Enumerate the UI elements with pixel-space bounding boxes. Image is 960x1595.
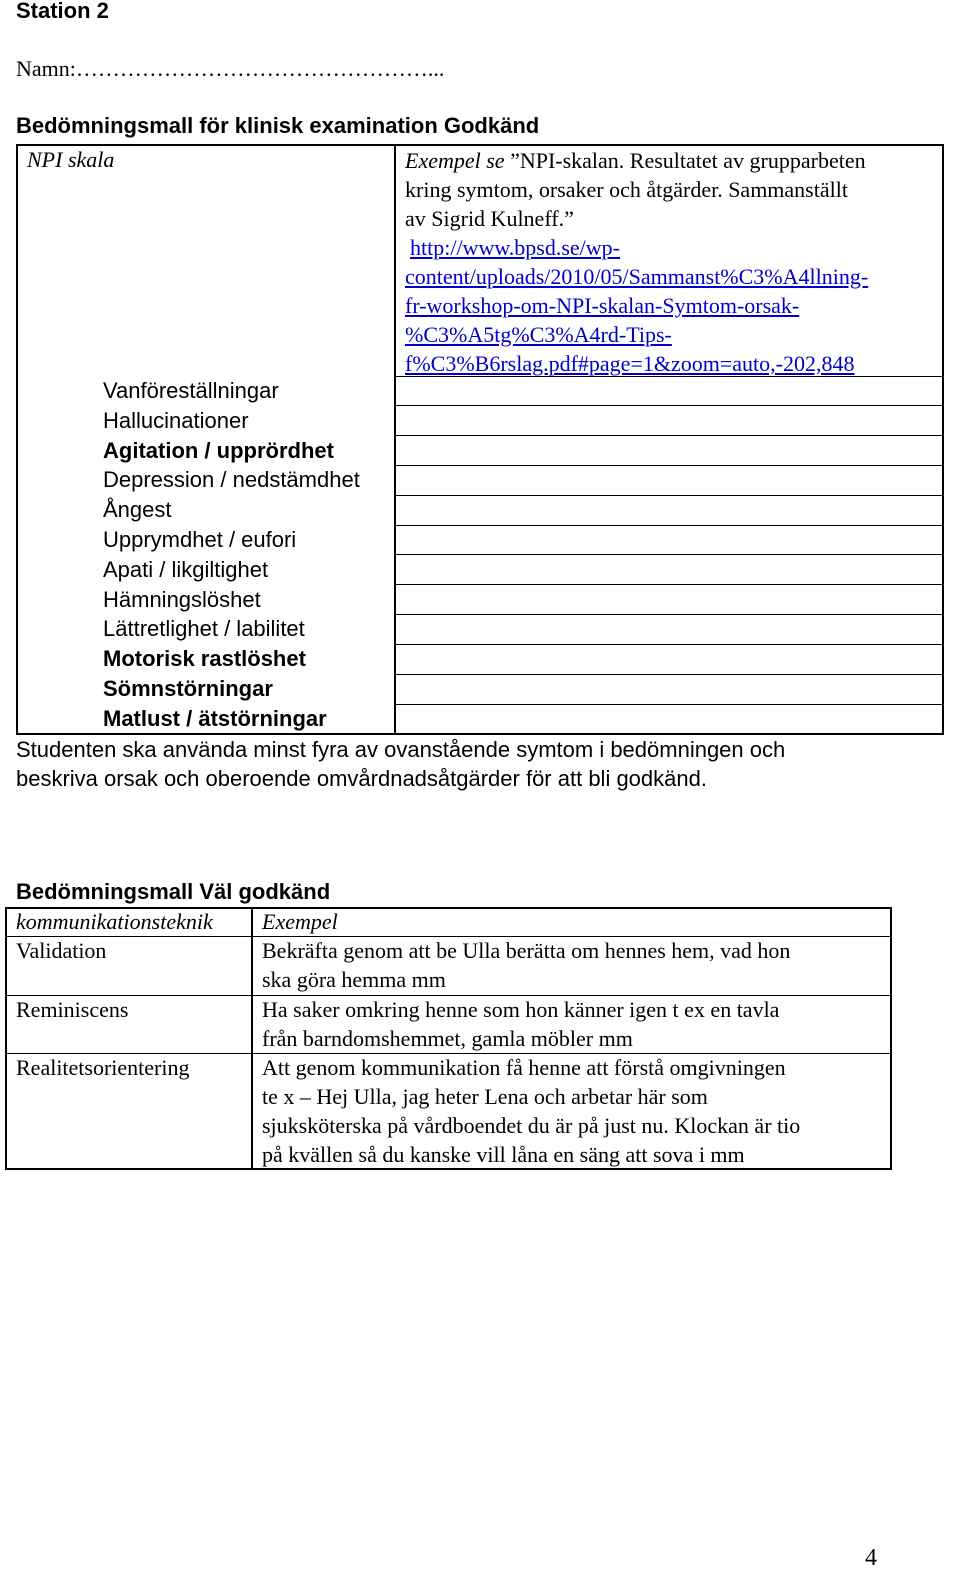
name-field-line: Namn:…………………………………………... xyxy=(16,56,445,81)
symptom-item: Motorisk rastlöshet xyxy=(103,646,306,672)
example-line: sjuksköterska på vårdboendet du är på just nu. Klockan är tio xyxy=(262,1113,801,1138)
reference-link-line-3[interactable]: fr-workshop-om-NPI-skalan-Symtom-orsak- xyxy=(405,293,800,318)
note-line-2: beskriva orsak och oberoende omvårdnadsåtgärder för att bli godkänd. xyxy=(16,766,707,791)
symptom-item: Sömnstörningar xyxy=(103,675,273,701)
example-text: ”NPI-skalan. Resultatet av grupparbeten xyxy=(504,148,866,173)
col-header-example: Exempel xyxy=(262,909,338,934)
reference-link[interactable] xyxy=(405,233,940,262)
col-header-technique: kommunikationsteknik xyxy=(16,909,213,934)
reference-link-line-5[interactable]: f%C3%B6rslag.pdf#page=1&zoom=auto,-202,848 xyxy=(405,351,855,376)
example-line: ska göra hemma mm xyxy=(262,967,446,992)
example-validation xyxy=(262,936,790,994)
example-line: te x – Hej Ulla, jag heter Lena och arbetar här som xyxy=(262,1084,708,1109)
reference-link-line-4[interactable]: %C3%A5tg%C3%A4rd-Tips- xyxy=(405,322,672,347)
npi-example-cell xyxy=(405,146,940,378)
reference-link-line-2[interactable]: content/uploads/2010/05/Sammanst%C3%A4llning- xyxy=(405,264,869,289)
example-line: från barndomshemmet, gamla möbler mm xyxy=(262,1026,633,1051)
example-line-1 xyxy=(405,146,940,175)
example-line: Ha saker omkring henne som hon känner igen t ex en tavla xyxy=(262,997,780,1022)
technique-validation: Validation xyxy=(16,938,107,963)
page-number: 4 xyxy=(865,1545,877,1571)
example-line: Att genom kommunikation få henne att förstå omgivningen xyxy=(262,1055,786,1080)
reference-link-line-1[interactable]: http://www.bpsd.se/wp- xyxy=(410,235,621,260)
symptom-item: Apati / likgiltighet xyxy=(103,556,269,582)
npi-scale-header: NPI skala xyxy=(27,147,115,172)
note-line-1: Studenten ska använda minst fyra av ovanstående symtom i bedömningen och xyxy=(16,737,786,762)
example-line: på kvällen så du kanske vill låna en säng att sova i mm xyxy=(262,1142,745,1167)
symptom-list xyxy=(103,376,360,734)
symptom-item: Hämningslöshet xyxy=(103,586,261,612)
example-reminiscens xyxy=(262,995,779,1053)
symptom-item: Hallucinationer xyxy=(103,407,249,433)
example-line-2: kring symtom, orsaker och åtgärder. Sammanställt xyxy=(405,177,848,202)
symptom-item: Upprymdhet / eufori xyxy=(103,526,297,552)
symptom-item: Agitation / upprördhet xyxy=(103,437,334,463)
requirement-note xyxy=(16,735,785,793)
example-line: Bekräfta genom att be Ulla berätta om hennes hem, vad hon xyxy=(262,938,791,963)
symptom-item: Ångest xyxy=(103,497,172,523)
example-realitetsorientering xyxy=(262,1053,800,1169)
symptom-item: Vanföreställningar xyxy=(103,378,279,403)
example-label: Exempel se xyxy=(405,148,505,173)
example-line-3: av Sigrid Kulneff.” xyxy=(405,206,574,231)
section-heading-godkand: Bedömningsmall för klinisk examination Godkänd xyxy=(16,113,540,138)
station-title: Station 2 xyxy=(16,0,109,23)
symptom-item: Depression / nedstämdhet xyxy=(103,467,360,493)
symptom-item: Lättretlighet / labilitet xyxy=(103,616,305,642)
technique-realitetsorientering: Realitetsorientering xyxy=(16,1055,190,1080)
section-heading-val-godkand: Bedömningsmall Väl godkänd xyxy=(16,879,331,904)
technique-reminiscens: Reminiscens xyxy=(16,997,129,1022)
symptom-item: Matlust / ätstörningar xyxy=(103,705,327,731)
